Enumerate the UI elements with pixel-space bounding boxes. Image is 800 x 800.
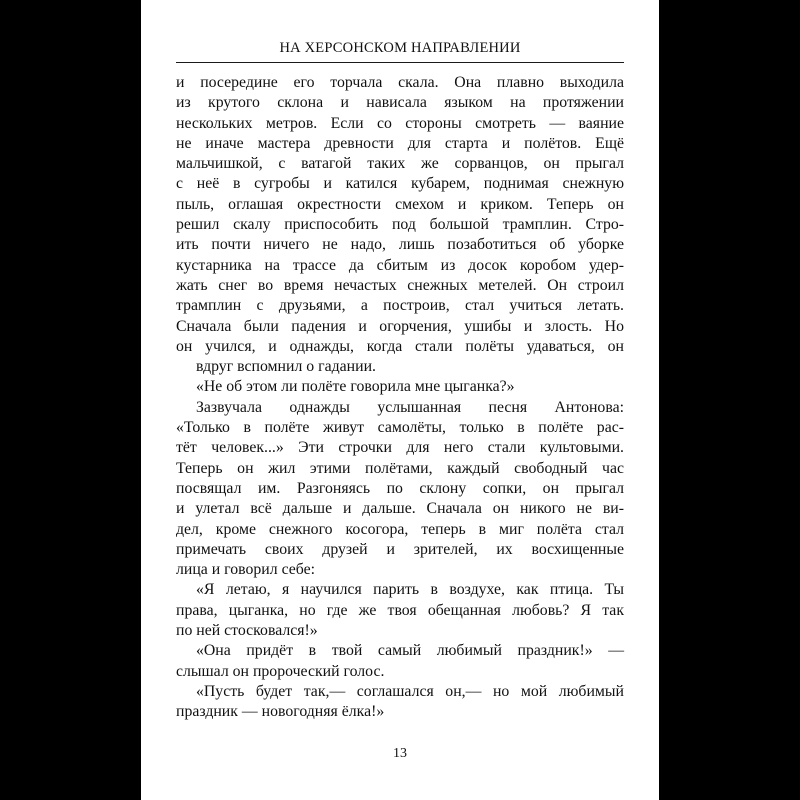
text-line: слышал он пророческий голос.: [176, 662, 385, 680]
text-line: Теперь он жил этими полётами, каждый свободный час: [176, 459, 624, 477]
text-line: жать снег во время нечастых снежных метелей. Он строил: [176, 276, 624, 294]
text-line: «Я летаю, я научился парить в воздухе, как птица. Ты: [196, 581, 624, 599]
text-line: по ней стосковался!»: [176, 622, 318, 640]
text-line: праздник — новогодняя ёлка!»: [176, 703, 385, 721]
text-line: «Только в полёте живут самолёты, только в полёте рас-: [176, 419, 624, 437]
text-line: «Она придёт в твой самый любимый праздник!» —: [196, 642, 624, 660]
text-line: и посередине его торчала скала. Она плавно выходила: [176, 74, 624, 91]
text-line: лица и говорил себе:: [176, 561, 316, 579]
text-line: с неё в сугробы и катился кубарем, поднимая снежную: [176, 175, 624, 193]
text-line: «Не об этом ли полёте говорила мне цыганка?»: [196, 378, 515, 396]
text-line: и улетал всё дальше и дальше. Сначала он никого не ви-: [176, 500, 624, 518]
text-line: мальчишкой, с ватагой таких же сорванцов, он прыгал: [176, 155, 624, 173]
book-page: [141, 0, 659, 800]
text-line: трамплин с друзьями, а построив, стал учиться летать.: [176, 297, 624, 315]
text-line: вдруг вспомнил о гадании.: [196, 358, 376, 376]
text-line: нескольких метров. Если со стороны смотреть — ваяние: [176, 114, 624, 132]
text-line: из крутого склона и нависала языком на протяжении: [176, 94, 624, 112]
text-line: не иначе мастера древности для старта и полётов. Ещё: [176, 134, 624, 152]
text-line: решил скалу приспособить под большой трамплин. Стро-: [176, 216, 624, 234]
text-line: тёт человек...» Эти строчки для него стали культовыми.: [176, 439, 624, 457]
text-line: Зазвучала однажды услышанная песня Антонова:: [196, 398, 624, 416]
body-text: [176, 73, 624, 723]
text-line: дел, кроме снежного косогора, теперь в миг полёта стал: [176, 520, 624, 538]
text-line: посвящал им. Разгоняясь по склону сопки, он прыгал: [176, 479, 624, 497]
text-line: примечать своих друзей и зрителей, их восхищенные: [176, 540, 624, 558]
header-rule: [176, 62, 624, 63]
text-line: пыль, оглашая окрестности смехом и криком. Теперь он: [176, 195, 624, 213]
text-line: Сначала были падения и огорчения, ушибы и злость. Но: [176, 317, 624, 335]
text-line: кустарника на трассе да сбитым из досок коробом удер-: [176, 256, 624, 274]
text-line: он учился, и однажды, когда стали полёты удаваться, он: [176, 337, 624, 355]
page-number: 13: [393, 746, 407, 761]
text-line: ить почти ничего не надо, лишь позаботиться об уборке: [176, 236, 624, 254]
text-line: «Пусть будет так,— соглашался он,— но мой любимый: [196, 682, 624, 700]
running-head: НА ХЕРСОНСКОМ НАПРАВЛЕНИИ: [279, 40, 521, 56]
text-line: права, цыганка, но где же твоя обещанная любовь? Я так: [176, 601, 624, 619]
